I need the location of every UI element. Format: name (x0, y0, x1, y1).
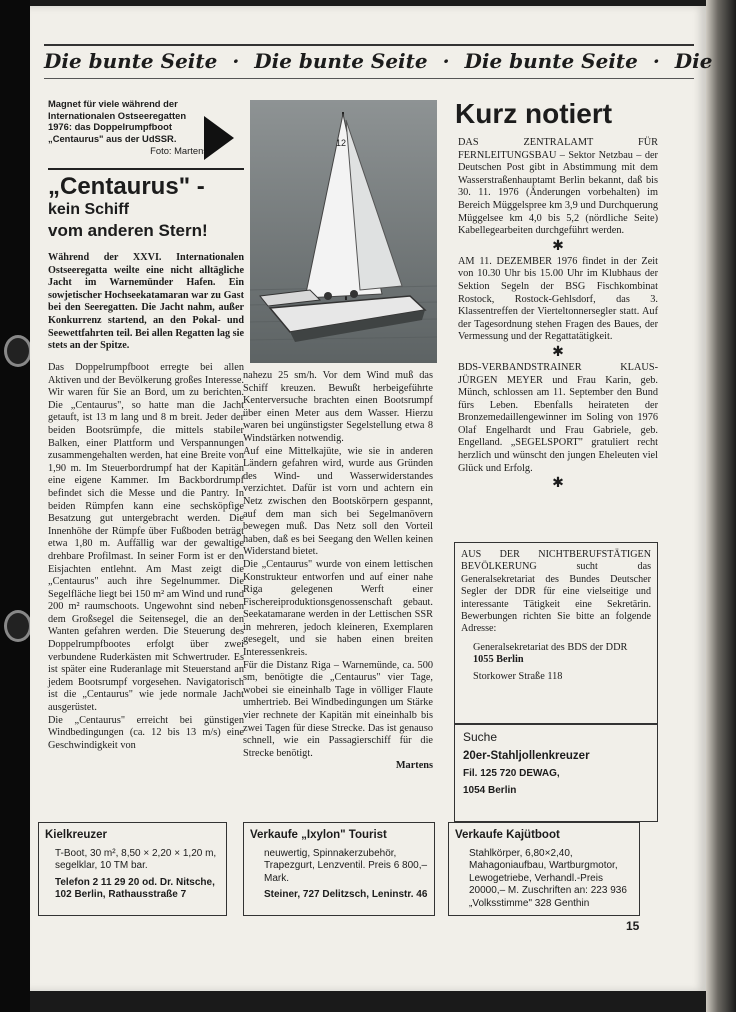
catamaran-photo (250, 100, 437, 363)
article-title (48, 174, 258, 242)
notice-text: AUS DER NICHTBERUFSTÄTIGEN BEVÖLKERUNG sucht das Generalsekretariat des Bundes Deutscher Segler der DDR für eine vielseitige und interessante Tätigkeit eine Sekretärin. Bewerbungen richten Sie bitte an folgende Adresse: (461, 549, 651, 635)
news-item: AM 11. DEZEMBER 1976 findet in der Zeit von 10.30 Uhr bis 15.00 Uhr im Klubhaus der Sektion Segeln der BSG Fischkombinat Rostock, Rostock-Gehlsdorf, das 3. Klassentreffen der Vierteltonnersegler statt. Auf der Tagesordnung stehen Fragen des Baues, der Vermessung und der Regattatätigkeit. (458, 255, 658, 343)
ad-title: Suche (463, 730, 498, 744)
page-edge-shadow (706, 0, 736, 1012)
article-column-1 (48, 362, 244, 782)
suche-ad-box (454, 724, 658, 822)
body-paragraph: Die „Centaurus" erreicht bei günstigen Windbedingungen (ca. 12 bis 13 m/s) eine Geschwindigkeit von (48, 714, 244, 751)
magazine-page (30, 6, 713, 991)
binder-edge (0, 0, 30, 1012)
header-segment: Die bunte Seite (254, 49, 428, 73)
photo-caption (48, 98, 208, 157)
classified-ad (448, 822, 640, 916)
classified-ad (243, 822, 435, 916)
title-line: „Centaurus" - (48, 173, 205, 200)
body-paragraph: Die „Centaurus" wurde von einem lettischen Konstrukteur entworfen und auf einer nahe Riga gelegenen Werft einer Fischereiproduktionsgenossenschaft gebaut. Seekatamarane werden in der Lettischen SSR in mehreren, jedoch kleineren, Exemplaren gesegelt, und sie haben einen breiten Interessenkreis. (243, 558, 433, 659)
notice-address: 1055 Berlin (473, 654, 524, 666)
article-column-2 (243, 370, 433, 810)
body-paragraph: Für die Distanz Riga – Warnemünde, ca. 500 sm, benötigte die „Centaurus" vier Tage, wobei sie eineinhalb Tage in völliger Flaute umhertrieb. Bei Windbedingungen um Stärke vier rechnete der Kapitän mit eineinhalb bis zwei Tagen für diese Strecke. Das ist genauso schnell, wie ein Passagierschiff für die Strecke benötigt. (243, 659, 433, 759)
ad-title: Kielkreuzer (45, 829, 108, 841)
star-divider-icon: ✱ (552, 476, 564, 492)
page-header (44, 44, 713, 79)
svg-text:12: 12 (336, 138, 347, 148)
header-separator: · (232, 49, 240, 73)
ad-title: Verkaufe „Ixylon" Tourist (250, 829, 387, 841)
body-paragraph: Das Doppelrumpfboot erregte bei allen Aktiven und der Bevölkerung großes Interesse. Wir waren für Sie an Bord, um zu berichten. Die „Centaurus", so hatte man die Jacht getauft, ist 13 m lang und 8 m breit. Jeder der beiden Bootsrümpfe, die mittels stabiler Balken, einer Plattform und Verspannungen zusammengehalten werden, hat eine Breite von 1,90 m. Im Steuerbordrumpf hat der Kapitän eine eigene Kammer. Im Backbordrumpf befindet sich die Messe und die Pantry. In beiden Rümpfen kann eine sechsköpfige Besatzung gut untergebracht werden. Die Innenhöhe der Rümpfe über Fußboden beträgt etwa 1,80 m. Auffällig war der gewaltige drehbare Profilmast. In seiner Form ist er den Eisjachten entlehnt. Am Mast zeigt die „Centaurus" auch ihre Segelnummer. Die Segelfläche liegt bei 150 m² am Wind und rund 200 m² raumschoots. Ungewohnt sind neben dem Großsegel die Seitensegel, die an den Wanten gefahren werden. Die Steuerung des Doppelrumpfbootes erfolgt über zwei verbundene Ruderkästen mit Schwertruder. Es ist später eine Ruderanlage mit Steuerstand an jedem Bootsrumpf vorgesehen. Navigatorisch ist die „Centaurus" wie jede normale Jacht ausgerüstet. (48, 362, 244, 714)
star-divider-icon: ✱ (552, 238, 564, 254)
divider (48, 168, 244, 170)
body-paragraph: nahezu 25 sm/h. Vor dem Wind muß das Schiff kreuzen. Bewußt herbeigeführte Kenterversuche brachten einen Bootsrumpf über einen Meter aus dem Wasser. Hierzu waren bei ungünstigster Segelstellung etwa 8 Windstärken notwendig. (243, 370, 433, 444)
title-line: vom anderen Stern! (48, 221, 208, 240)
notice-address: Generalsekretariat des BDS der DDR (473, 641, 628, 653)
ad-contact: Telefon 2 11 29 20 od. Dr. Nitsche, 102 Berlin, Rathausstraße 7 (55, 876, 215, 900)
ad-title: Verkaufe Kajütboot (455, 829, 560, 841)
kurz-notiert-heading: Kurz notiert (455, 98, 613, 129)
header-separator: · (442, 49, 450, 73)
header-segment: Die bunte Seite (44, 49, 218, 73)
header-segment: Die (674, 49, 713, 73)
ad-contact: 1054 Berlin (463, 784, 517, 796)
article-author: Martens (395, 760, 433, 772)
ad-body: Stahlkörper, 6,80×2,40, Mahagoniaufbau, Wartburgmotor, Lewogetriebe, Verhandl.-Preis 20000,– M. Zuschriften an: 223 936 „Volksstimme" 328 Genthin (469, 847, 627, 909)
notice-address: Storkower Straße 118 (473, 671, 563, 683)
catamaran-illustration (250, 100, 437, 363)
kurz-notiert-column (458, 137, 658, 493)
body-paragraph: Auf eine Mittelkajüte, wie sie in anderen Ländern gefahren wird, wurde aus Gründen des Wind- und Wasserwiderstandes verzichtet. Dafür ist vorn und achtern ein Netz zwischen den Bootskörpern gespannt, auf dem man sich bei Segelmanövern bewegen muß. Das Netz soll den Vorteil haben, daß es bei Seegang den Wellen keinen Widerstand bietet. (243, 445, 433, 558)
ad-contact: Steiner, 727 Delitzsch, Leninstr. 46 (264, 889, 428, 900)
page-number: 15 (626, 919, 640, 933)
news-item: DAS ZENTRALAMT FÜR FERNLEITUNGSBAU – Sektor Netzbau – der Deutschen Post gibt in Abstimmung mit dem Wasserstraßenhauptamt Berlin bekannt, daß bis 30. 11. 1976 (Änderungen vorbehalten) im Bereich Müggelspree km 3,9 und Durchquerung Müggelsee km 4,0 bis 5,2 (nördliche Seite) Kabellegearbeiten durchgeführt werden. (458, 137, 658, 237)
job-notice-box (454, 542, 658, 724)
header-segment: Die bunte Seite (464, 49, 638, 73)
article-lead (48, 252, 244, 353)
news-item: BDS-VERBANDSTRAINER KLAUS-JÜRGEN MEYER und Frau Karin, geb. Münch, schlossen am 11. September den Bund fürs Leben. Ebenfalls heirateten der Bronzemedaillengewinner im Soling von 1976 Olaf Engelhardt und Frau Gabriele, geb. Engelland. „SEGELSPORT" gratuliert recht herzlich und wünscht den jungen Eheleuten viel Glück und Erfolg. (458, 361, 658, 474)
classified-ad (38, 822, 227, 916)
caption-text: Magnet für viele während der Internationalen Ostseeregatten 1976: das Doppelrumpfboot „Centaurus" aus der UdSSR. (48, 98, 187, 144)
ad-body: neuwertig, Spinnakerzubehör, Trapezgurt, Lenzventil. Preis 6 800,– Mark. (264, 847, 428, 884)
ad-body: T-Boot, 30 m², 8,50 × 2,20 × 1,20 m, segelklar, 10 TM bar. (55, 847, 217, 871)
lead-text: Während der XXVI. Internationalen Ostseeregatta weilte eine nicht alltägliche Jacht im Warnemünder Hafen. Ein sowjetischer Hochseekatamaran war zu Gast bei den Seeregatten. Die Jacht nahm, außer Konkurrenz startend, an den Pokal- und Seewettfahrten teil. Bei allen Regatten lag sie stets an der Spitze. (48, 252, 244, 352)
photo-credit: Foto: Martens (150, 145, 208, 156)
ad-contact: Fil. 125 720 DEWAG, (463, 768, 560, 779)
header-separator: · (652, 49, 660, 73)
title-line: kein Schiff (48, 201, 129, 218)
ad-item: 20er-Stahljollenkreuzer (463, 749, 590, 762)
arrow-pointer-icon (204, 116, 234, 160)
binder-ring (4, 610, 32, 642)
star-divider-icon: ✱ (552, 344, 564, 360)
binder-ring (4, 335, 32, 367)
